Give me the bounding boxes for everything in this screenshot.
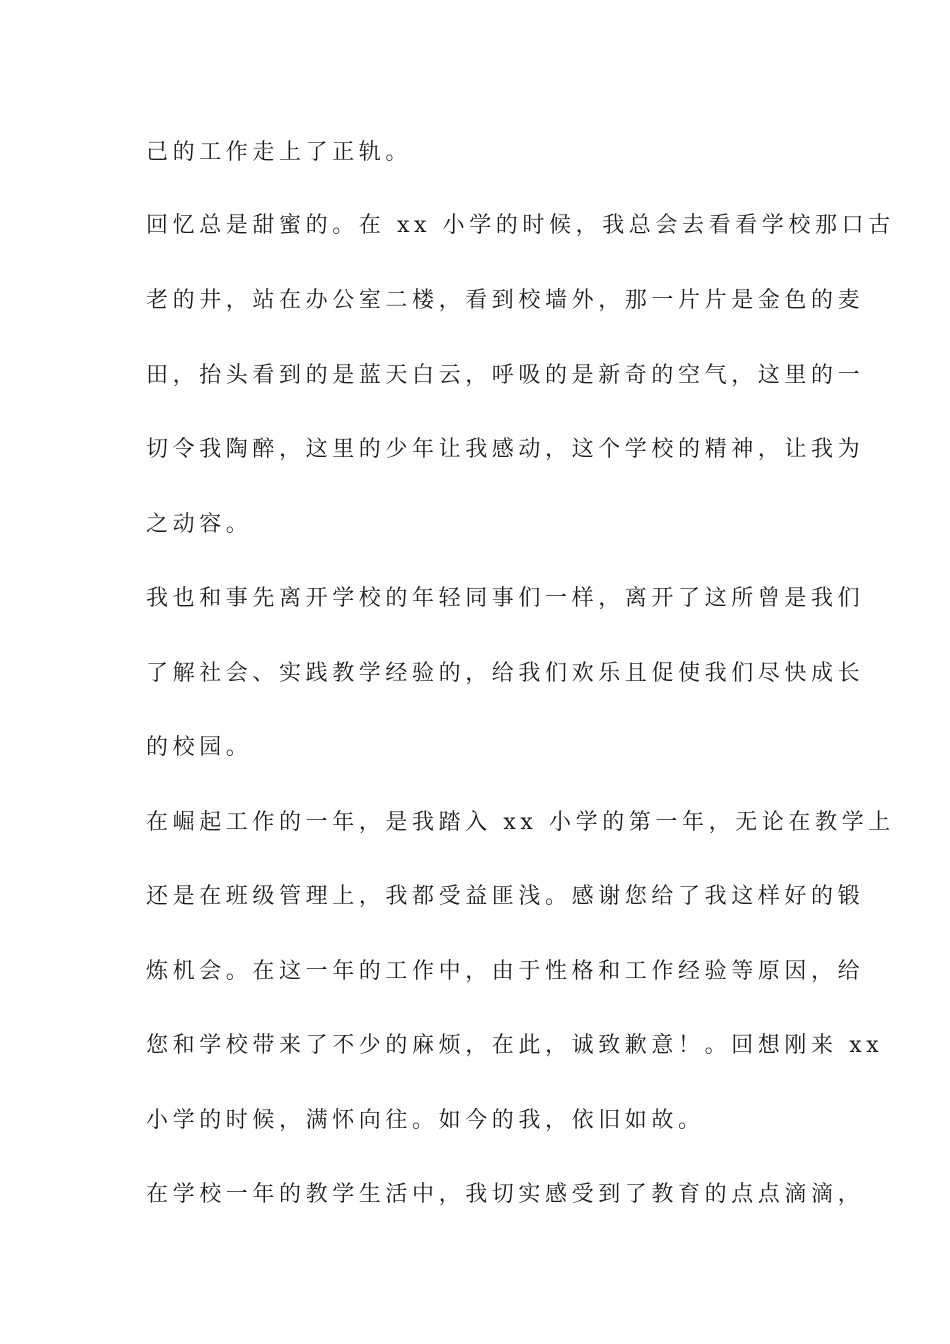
text-line: 回忆总是甜蜜的。在 xx 小学的时候，我总会去看看学校那口古	[146, 213, 895, 238]
text-line: 小学的时候，满怀向往。如今的我，依旧如故。	[146, 1108, 705, 1133]
text-line: 己的工作走上了正轨。	[146, 140, 413, 165]
text-line: 炼机会。在这一年的工作中，由于性格和工作经验等原因，给	[146, 959, 865, 984]
text-line: 的校园。	[146, 735, 253, 760]
text-line: 了解社会、实践教学经验的，给我们欢乐且促使我们尽快成长	[146, 661, 865, 686]
text-line: 之动容。	[146, 512, 253, 537]
text-line: 切令我陶醉，这里的少年让我感动，这个学校的精神，让我为	[146, 437, 865, 462]
text-line: 您和学校带来了不少的麻烦，在此，诚致歉意！。回想刚来 xx	[146, 1033, 884, 1058]
text-line: 老的井，站在办公室二楼，看到校墙外，那一片片是金色的麦	[146, 288, 865, 313]
text-line: 还是在班级管理上，我都受益匪浅。感谢您给了我这样好的锻	[146, 884, 865, 909]
text-line: 在学校一年的教学生活中，我切实感受到了教育的点点滴滴，	[146, 1182, 865, 1207]
text-line: 在崛起工作的一年，是我踏入 xx 小学的第一年，无论在教学上	[146, 810, 895, 835]
text-line: 我也和事先离开学校的年轻同事们一样，离开了这所曾是我们	[146, 586, 865, 611]
text-line: 田，抬头看到的是蓝天白云，呼吸的是新奇的空气，这里的一	[146, 363, 865, 388]
